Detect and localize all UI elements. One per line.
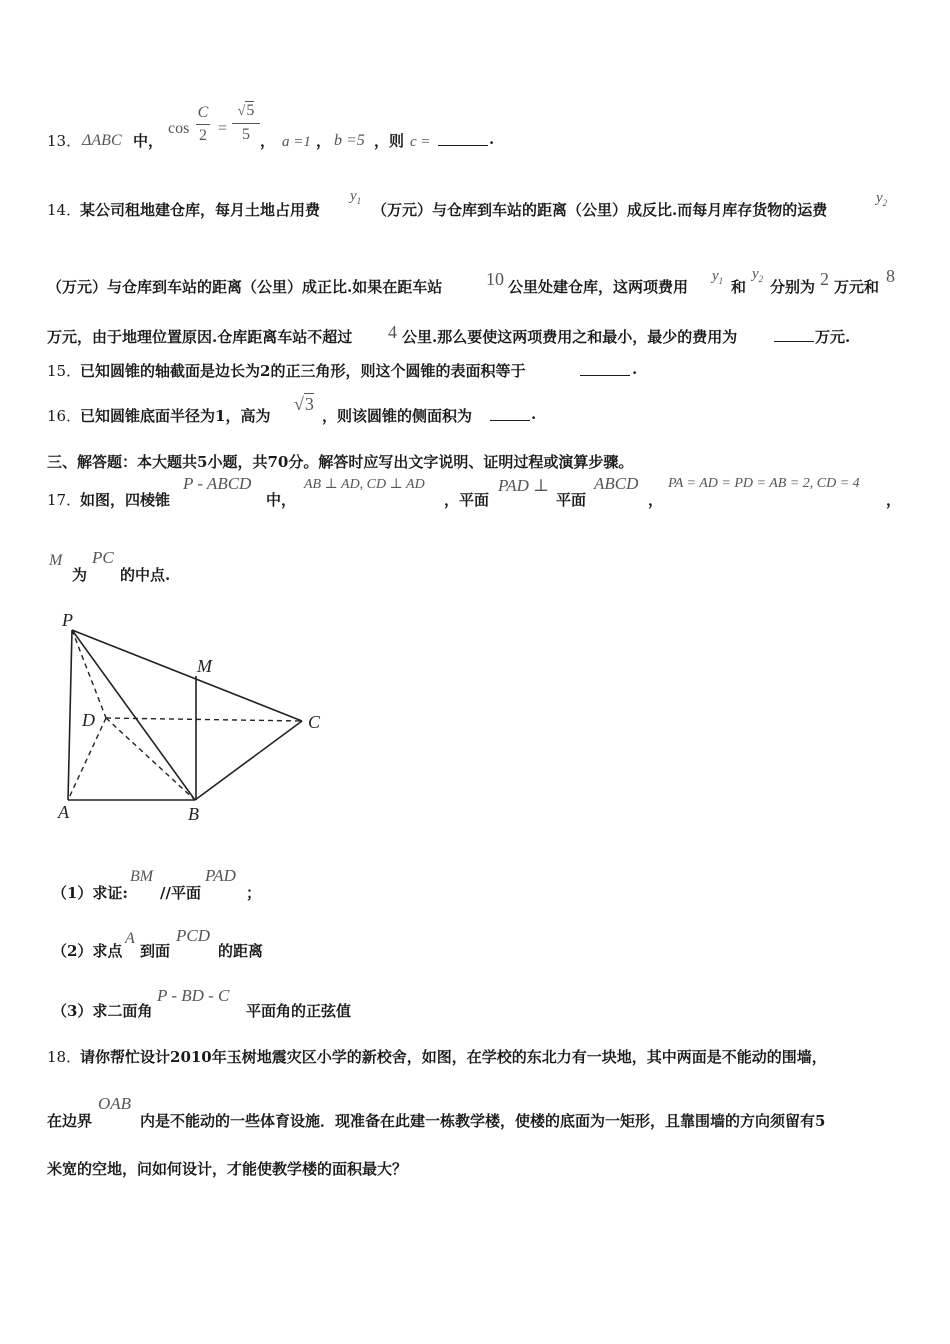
q17-p1-label: （1）求证: [52,884,128,902]
q14-number: 14． [47,201,82,219]
q17-comma2: ， [648,491,664,509]
q13-c: c = [410,134,431,150]
q17-p3-end: 平面角的正弦值 [246,1002,352,1020]
q13-then: ，则 [374,132,405,150]
q14-y1-symbol-2: $y_1$ [712,268,724,286]
q13-frac-num: C [197,104,209,121]
q17-intro: 如图，四棱锥 [80,491,171,509]
q17-p3-label: （3）求二面角 [52,1002,153,1020]
q17-p3-angle: P - BD - C [157,986,230,1005]
edge-PA [68,630,72,800]
q14-line2-c: 分别为 [770,278,816,296]
q17-p2-pcd: PCD [176,926,210,945]
q14-line3-c: 万元. [815,328,851,346]
q18-oab: OAB [98,1094,132,1113]
q18-line3: 米宽的空地，问如何设计，才能使教学楼的面积最大？ [47,1160,408,1178]
q15-end: . [632,360,638,378]
q16-answer-blank[interactable] [490,406,530,425]
q13-a: a =1 [282,134,311,150]
q13-sqrt-val: 5 [246,102,255,119]
q14-y2-symbol-2: $y_2$ [752,266,764,284]
q13-end: . [489,130,495,148]
q16-text-b: ，则该圆锥的侧面积为 [322,407,473,425]
q17-perp-cond: AB ⊥ AD, CD ⊥ AD [304,477,425,492]
q13-comma1: ， [260,132,276,150]
q14-two: 2 [820,269,829,289]
edge-DC [106,718,302,721]
q14-and: 和 [731,278,747,296]
q14-y1-symbol: $y_1$ [350,188,362,206]
q15-number: 15． [47,362,82,380]
edge-PC [72,630,302,721]
q17-pc: PC [92,548,114,567]
q14-y2-symbol: $y_2$ [876,190,888,208]
label-D: D [82,710,95,730]
q18-number: 18． [47,1048,82,1066]
q17-is: 为 [72,566,88,584]
label-M: M [197,656,212,676]
q17-p1-end: ； [246,884,262,902]
q18-line2-b: 内是不能动的一些体育设施．现准备在此建一栋教学楼，使楼的底面为一矩形，且靠围墙的方向须留有5 [140,1112,826,1130]
edge-PD [72,630,106,718]
label-B: B [188,804,199,824]
q17-abcd: ABCD [594,474,639,493]
label-C: C [308,712,321,732]
q17-pyramid: P - ABCD [183,474,252,493]
q17-p1-bm: BM [130,868,154,885]
q16-text-a: 已知圆锥底面半径为1，高为 [80,407,271,425]
q14-four: 4 [388,322,397,342]
q13-rhs-den: 5 [242,126,250,143]
pyramid-figure [40,600,350,830]
q13-triangle: ΔABC [82,132,122,149]
q13-b: b =5 [334,132,365,149]
q13-in: 中， [133,132,164,150]
q16-number: 16． [47,407,82,425]
q14-line2-b: 公里处建仓库，这两项费用 [508,278,689,296]
q13-fraction-sqrt5-5: $\frac{√5}{5}$ [232,102,260,144]
q17-p2-end: 的距离 [218,942,264,960]
q17-p2-label: （2）求点 [52,942,123,960]
q18-line2-a: 在边界 [47,1112,93,1130]
q14-line3-a: 万元，由于地理位置原因.仓库距离车站不超过 [47,328,353,346]
q17-p1-pad: PAD [205,866,236,885]
q17-in: 中， [266,491,297,509]
q14-line2-a: （万元）与仓库到车站的距离（公里）成正比.如果在距车站 [47,278,443,296]
q13-number: 13． [47,132,82,150]
q16-end: . [531,405,537,423]
q14-line1-b: （万元）与仓库到车站的距离（公里）成反比.而每月库存货物的运费 [372,201,828,219]
q17-p2-a: A [125,930,135,947]
q14-line2-d: 万元和 [834,278,880,296]
q17-number: 17． [47,491,82,509]
q17-plane2: 平面 [556,491,587,509]
q17-lengths: PA = AD = PD = AB = 2, CD = 4 [668,476,860,491]
q13-fraction-c2 [196,104,210,145]
q14-line3-b: 公里.那么要使这两项费用之和最小，最少的费用为 [402,328,738,346]
edge-DA [68,718,106,800]
q13-cos: cos [168,120,190,137]
q18-line1: 请你帮忙设计2010年玉树地震灾区小学的新校舍，如图，在学校的东北力有一块地，其中两面是不能动的围墙， [80,1048,827,1066]
q17-midpoint: 的中点. [120,566,171,584]
q15-answer-blank[interactable] [580,361,630,380]
q14-answer-blank[interactable] [774,327,814,346]
q14-eight: 8 [886,266,895,286]
q17-m: M [49,552,63,569]
section3-heading: 三、解答题：本大题共5小题，共70分。解答时应写出文字说明、证明过程或演算步骤。 [47,453,634,471]
label-P: P [62,610,73,630]
q13-answer-blank[interactable] [438,131,488,150]
q17-p1-mid: //平面 [160,884,201,902]
q13-frac-den: 2 [199,127,207,144]
q14-ten: 10 [486,269,504,289]
q13-comma2: ， [316,132,332,150]
q16-sqrt3: √3 [294,394,314,414]
q17-comma-plane: ，平面 [444,491,490,509]
q17-pad-perp: PAD ⊥ [498,476,550,495]
edge-DB [106,718,195,800]
q17-p2-mid: 到面 [140,942,171,960]
q15-text: 已知圆锥的轴截面是边长为2的正三角形，则这个圆锥的表面积等于 [80,362,526,380]
q13-eq: = [218,120,228,137]
q14-line1-a: 某公司租地建仓库，每月土地占用费 [80,201,321,219]
edge-BC [195,721,302,800]
q17-comma3: ， [886,491,902,509]
label-A: A [58,802,69,822]
